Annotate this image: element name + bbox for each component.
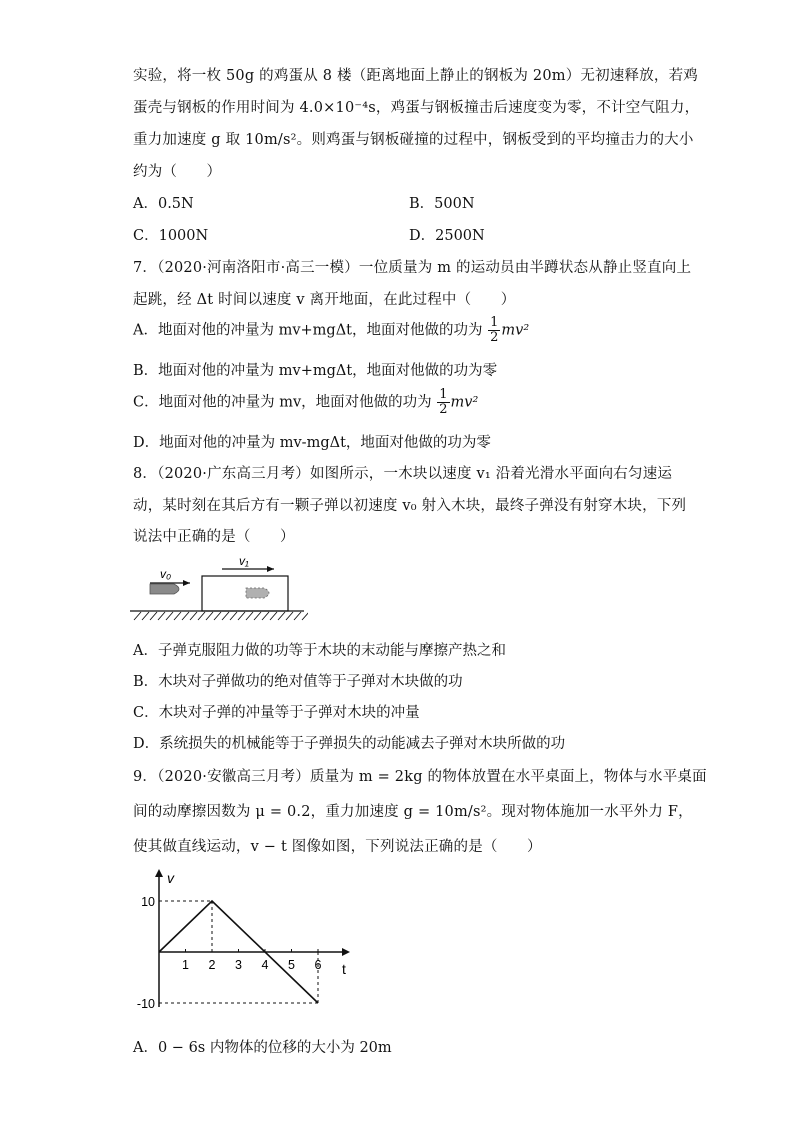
x-tick-label: 6 xyxy=(314,958,322,972)
x-tick-label: 2 xyxy=(208,958,216,972)
hatch-mark xyxy=(294,612,301,620)
q7-option-b: B．地面对他的冲量为 mv+mgΔt，地面对他做的功为零 xyxy=(133,363,498,379)
q9-option-a: A．0 − 6s 内物体的位移的大小为 20m xyxy=(133,1040,392,1056)
hatch-mark xyxy=(166,612,173,620)
bullet-icon xyxy=(150,584,179,594)
y-tick-label: -10 xyxy=(136,997,155,1011)
hatch-mark xyxy=(270,612,277,620)
vt-graph xyxy=(128,865,360,1015)
hatch-mark xyxy=(286,612,293,620)
y-tick-label: 10 xyxy=(141,895,155,909)
embedded-bullet-icon xyxy=(246,588,269,598)
q9-line-1: 9．（2020·安徽高三月考）质量为 m = 2kg 的物体放置在水平桌面上，物体与水平桌面 xyxy=(133,769,707,785)
v0-arrowhead xyxy=(183,580,190,586)
q6-option-b: B．500N xyxy=(409,196,475,212)
v1-label: v₁ xyxy=(239,554,249,568)
hatch-mark xyxy=(182,612,189,620)
hatch-mark xyxy=(230,612,237,620)
q7-option-c: C．地面对他的冲量为 mv，地面对他做的功为 $\frac{1}{2}$ mv² xyxy=(133,387,479,417)
q8-option-c: C．木块对子弹的冲量等于子弹对木块的冲量 xyxy=(133,705,420,721)
hatch-mark xyxy=(262,612,269,620)
v0-label: v₀ xyxy=(160,567,172,581)
q8-line-3: 说法中正确的是（ ） xyxy=(133,529,295,545)
q6-line-1: 实验，将一枚 50g 的鸡蛋从 8 楼（距离地面上静止的钢板为 20m）无初速释放，若鸡 xyxy=(133,68,699,84)
hatch-mark xyxy=(150,612,157,620)
q8-option-a: A．子弹克服阻力做的功等于木块的末动能与摩擦产热之和 xyxy=(133,643,506,659)
q8-option-d: D．系统损失的机械能等于子弹损失的动能减去子弹对木块所做的功 xyxy=(133,736,566,752)
y-axis-label: v xyxy=(167,870,174,886)
y-axis-arrowhead xyxy=(155,869,163,877)
x-axis-arrowhead xyxy=(342,948,350,956)
q7-option-d: D．地面对他的冲量为 mv-mgΔt，地面对他做的功为零 xyxy=(133,435,491,451)
hatch-mark xyxy=(278,612,285,620)
fraction: $\frac{1}{2}$ xyxy=(490,315,499,345)
hatch-mark xyxy=(174,612,181,620)
hatch-mark xyxy=(238,612,245,620)
v1-arrowhead xyxy=(267,566,274,572)
q7-option-a: A．地面对他的冲量为 mv+mgΔt，地面对他做的功为 $\frac{1}{2}$ mv² xyxy=(133,315,530,345)
q8-line-2: 动，某时刻在其后方有一颗子弹以初速度 v₀ 射入木块，最终子弹没有射穿木块，下列 xyxy=(133,498,687,514)
q8-line-1: 8．（2020·广东高三月考）如图所示，一木块以速度 v₁ 沿着光滑水平面向右匀速运 xyxy=(133,466,673,482)
q9-line-2: 间的动摩擦因数为 μ = 0.2，重力加速度 g = 10m/s²。现对物体施加一水平外力 F， xyxy=(133,804,693,820)
hatch-mark xyxy=(158,612,165,620)
fraction: $\frac{1}{2}$ xyxy=(439,387,448,417)
hatch-mark xyxy=(254,612,261,620)
q9-line-3: 使其做直线运动，v − t 图像如图，下列说法正确的是（ ） xyxy=(133,839,542,855)
x-tick-label: 4 xyxy=(261,958,269,972)
hatch-mark xyxy=(214,612,221,620)
q6-line-3: 重力加速度 g 取 10m/s²。则鸡蛋与钢板碰撞的过程中，钢板受到的平均撞击力的大小 xyxy=(133,132,694,148)
hatch-mark xyxy=(134,612,141,620)
hatch-mark xyxy=(198,612,205,620)
q6-line-2: 蛋壳与钢板的作用时间为 4.0×10⁻⁴s，鸡蛋与钢板撞击后速度变为零，不计空气阻力， xyxy=(133,100,700,116)
q8-option-b: B．木块对子弹做功的绝对值等于子弹对木块做的功 xyxy=(133,674,463,690)
bullet-block-figure xyxy=(128,553,308,621)
hatch-mark xyxy=(142,612,149,620)
q7-line-2: 起跳，经 Δt 时间以速度 v 离开地面，在此过程中（ ） xyxy=(133,292,516,308)
hatch-mark xyxy=(190,612,197,620)
q6-option-c: C．1000N xyxy=(133,228,209,244)
ground-hatching xyxy=(134,612,308,620)
q6-line-4: 约为（ ） xyxy=(133,164,222,180)
hatch-mark xyxy=(246,612,253,620)
x-axis-label: t xyxy=(342,961,346,977)
x-tick-label: 5 xyxy=(288,958,295,972)
hatch-mark xyxy=(302,612,308,620)
wooden-block xyxy=(202,576,288,611)
q7-line-1: 7．（2020·河南洛阳市·高三一模）一位质量为 m 的运动员由半蹲状态从静止竖直向上 xyxy=(133,260,692,276)
hatch-mark xyxy=(222,612,229,620)
q6-option-d: D．2500N xyxy=(409,228,485,244)
q6-option-a: A．0.5N xyxy=(133,196,194,212)
x-tick-label: 1 xyxy=(182,958,189,972)
x-tick-label: 3 xyxy=(235,958,242,972)
hatch-mark xyxy=(206,612,213,620)
